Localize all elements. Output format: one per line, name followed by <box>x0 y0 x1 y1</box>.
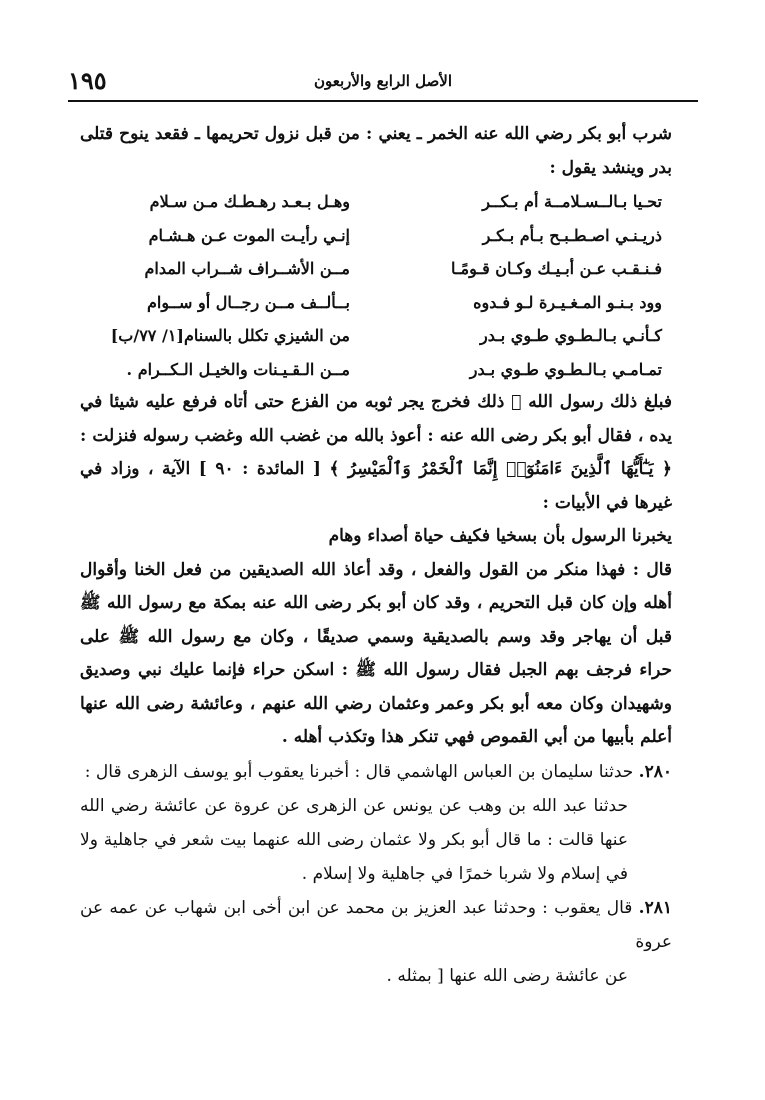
poem-hemistich-second: بــألــف مــن رجــال أو ســوام <box>147 292 350 312</box>
poem-verse <box>80 286 672 320</box>
poem-verse <box>80 353 672 387</box>
poem-hemistich-second: وهـل بـعـد رهـطـك مـن سـلام <box>149 192 350 211</box>
poem-verse <box>80 319 672 353</box>
poem-hemistich-first: ذريـنـي اصـطـبـح بـأم بـكـر <box>482 225 662 245</box>
hadith-text: عن عائشة رضى الله عنها [ بمثله . <box>386 965 628 986</box>
page-number: ١٩٥ <box>68 66 107 95</box>
header-rule <box>68 100 698 102</box>
poem-hemistich-first: تمـامـي بـالـطـوي طـوي بـدر <box>469 359 662 379</box>
hadith-text: حدثنا عبد الله بن وهب عن يونس عن الزهرى عن عروة عن عائشة رضي الله عنها قالت : ما قال أبو بكر ولا عثمان رضى الله عنهما بيت شعر في جاهلية ولا في إسلام ولا شربا خمرًا في جاهلية ولا إسلام . <box>80 795 628 884</box>
hadith-chain-line: قال يعقوب : وحدثنا عبد العزيز بن محمد عن ابن أخى ابن شهاب عن عمه عن عروة <box>80 897 672 952</box>
hadith-number: ٢٨٠. <box>638 761 672 782</box>
poem-verse <box>80 252 672 286</box>
poem-verse <box>80 185 672 219</box>
poem-hemistich-first: وود بـنـو المـغـيـرة لـو فـدوه <box>473 292 662 312</box>
poem-hemistich-second: مــن الـقـيـنات والخيـل الـكــرام . <box>126 359 350 379</box>
intro-paragraph: شرب أبو بكر رضي الله عنه الخمر ـ يعني : من قبل نزول تحريمها ـ فقعد ينوح قتلى بدر وينشد يقول : <box>80 124 672 178</box>
commentary-paragraph: قال : فهذا منكر من القول والفعل ، وقد أعاذ الله الصديقين من فعل الخنا وأقوال أهله وإن كان قبل التحريم ، وقد كان أبو بكر رضى الله عنه بمكة مع رسول الله ﷺ قبل أن يهاجر وقد وسم بالصديقية وسمي صديقًا ، وكان مع رسول الله ﷺ على حراء فرجف بهم الجبل فقال رسول الله ﷺ : اسكن حراء فإنما عليك نبي وصديق وشهيدان وكان معه أبو بكر وعمر وعثمان رضي الله عنهم ، وعائشة رضى الله عنها أعلم بأبيها من أبي القموص فهي تنكر هذا وتكذب أهله . <box>80 559 672 747</box>
poem-hemistich-second: إنـي رأيـت الموت عـن هـشـام <box>148 225 350 245</box>
verse-line: يخبرنا الرسول بأن بسخيا فكيف حياة أصداء وهام <box>328 526 672 546</box>
hadith-chain-line: حدثنا سليمان بن العباس الهاشمي قال : أخبرنا يعقوب أبو يوسف الزهرى قال : <box>84 761 634 782</box>
poem-hemistich-first: كـأنـي بـالـطـوي طـوي بـدر <box>479 326 662 345</box>
chapter-title: الأصل الرابع والأربعون <box>314 72 452 90</box>
narrative-paragraph: فبلغ ذلك رسول الله ﷺ ذلك فخرج يجر ثوبه من الفزع حتى أتاه فرفع عليه شيئا في يده ، فقال أبو بكر رضى الله عنه : أعوذ بالله من غضب الله وغضب رسوله فنزلت : ﴿ يَـٰٓأَيُّهَا ٱلَّذِينَ ءَامَنُوٓا۟ إِنَّمَا ٱلْخَمْرُ وَٱلْمَيْسِرُ ﴾ [ المائدة : ٩٠ ] الآية ، وزاد في غيرها في الأبيات : <box>80 392 672 513</box>
page-body <box>80 118 672 993</box>
poem <box>80 185 672 386</box>
poem-hemistich-first: تحـيا بـالــسـلامــة أم بـكــر <box>482 192 662 211</box>
hadith-280 <box>80 755 672 891</box>
poem-hemistich-second: من الشيزي تكلل بالسنام[١/ ٧٧/ب] <box>110 326 350 345</box>
poem-verse <box>80 219 672 253</box>
hadith-number: ٢٨١. <box>638 897 672 918</box>
poem-hemistich-second: مــن الأشــراف شــراب المدام <box>144 259 350 278</box>
running-header <box>68 62 698 102</box>
hadith-281 <box>80 891 672 993</box>
poem-hemistich-first: فـنـقـب عـن أبـيـك وكـان قـومًـا <box>450 259 662 278</box>
